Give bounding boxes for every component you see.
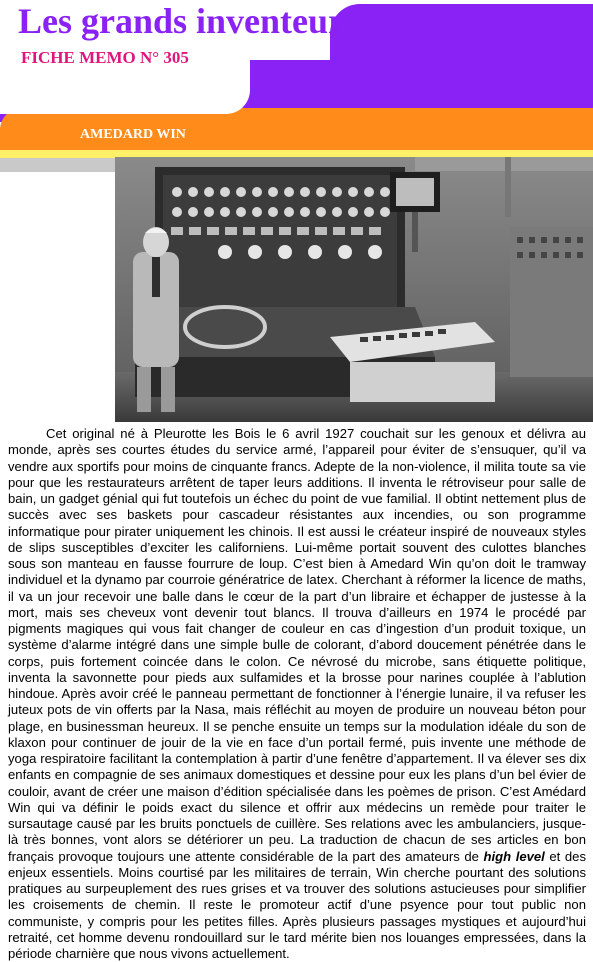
article-body — [8, 426, 586, 962]
fiche-number: FICHE MEMO N° 305 — [21, 48, 189, 67]
article-text-part2: et des enjeux essentiels. Moins courtisé par les militaires de terrain, Win cherche pourtant des solutions pratiques au surpeuplement des rues grises et va trouver des solutions astucieuses pour simplifier les croisements de chemin. Il reste le promoteur actif d’une psyence pour tout public non communiste, y compris pour les petites filles. Après plusieurs passages mystiques et aujourd’hui retraité, cet homme devenu rondouillard sur le tard mérite bien nos louanges empressées, dans la période charnière que nous vivons actuellement. — [8, 848, 586, 961]
inventor-name: AMEDARD WIN — [80, 127, 186, 142]
inventor-photo — [115, 157, 593, 422]
article-emphasis: high level — [483, 848, 545, 864]
article-text-part1: Cet original né à Pleurotte les Bois le 6 avril 1927 couchait sur les genoux et délivra au monde, après ses courtes études du service armé, l’appareil pour éviter de s’ensuquer, qu’il va vendre aux sportifs pour moins de cinquante francs. Adepte de la non-violence, il milita toute sa vie pour que les restaurateurs arrêtent de taper leurs additions. Il inventa le rétroviseur pour salle de bain, un gadget génial qui fut toutefois un échec du point de vue familial. Il obtint nettement plus de succès avec ses baskets pour cascadeur résistantes aux incendies, ou son programme informatique pour pirater uniquement les chinois. Il est aussi le créateur inspiré de nouveaux styles de slips susceptibles d’exciter les californiens. Lui-même portait souvent des culottes blanches sous son manteau en fausse fourrure de loup. C’est bien à Amedard Win qu’on doit le tramway individuel et la dynamo par courroie génératrice de latex. Cherchant à réformer la licence de maths, il va un jour recevoir une balle dans le cœur de la part d’un libraire et échapper de justesse à la mort, mais ses cheveux vont devenir tout blancs. Il trouva d’ailleurs en 1974 le procédé par pigments magiques qui vous fait changer de couleur en cas d’ingestion d’un produit toxique, un système d’alarme intégré dans une simple bulle de colorant, d’abord doucement pénétrée dans le corps, puis fortement coincée dans le colon. Ce névrosé du microbe, sans étiquette politique, inventa la savonnette pour pieds aux sulfamides et la brosse pour narines couplée à l’ablution hindoue. Après avoir créé le panneau permettant de fonctionner à l’énergie lunaire, il va refuser les juteux pots de vin offerts par la Nasa, mais réfléchit au moyen de produire un nouveau béton pour plage, en businessman heureux. Il se penche ensuite un temps sur la modulation idéale du son de klaxon pour continuer de jouir de la vie en face d’un portail fermé, puis invente une méthode de yoga respiratoire facilitant la contemplation à partir d’une fenêtre d’appartement. Il va élever ses dix enfants en compagnie de ses animaux domestiques et dessine pour eux les plans d’un bel évier de couloir, avant de créer une maison d’édition spécialisée dans les poèmes de prison. C’est Amédard Win qui va définir le poids exact du silence et offrir aux médecins un remède pour traiter le sursautage causé par les bruits ponctuels de cuillère. Ses relations avec les ambulanciers, jusque-là très bonnes, vont alors se détériorer un peu. La traduction de chacun de ses articles en bon français provoque toujours une attente considérable de la part des amateurs de — [8, 426, 586, 864]
page-title: Les grands inventeurs — [18, 1, 359, 41]
header-band-purple-top — [330, 4, 593, 60]
